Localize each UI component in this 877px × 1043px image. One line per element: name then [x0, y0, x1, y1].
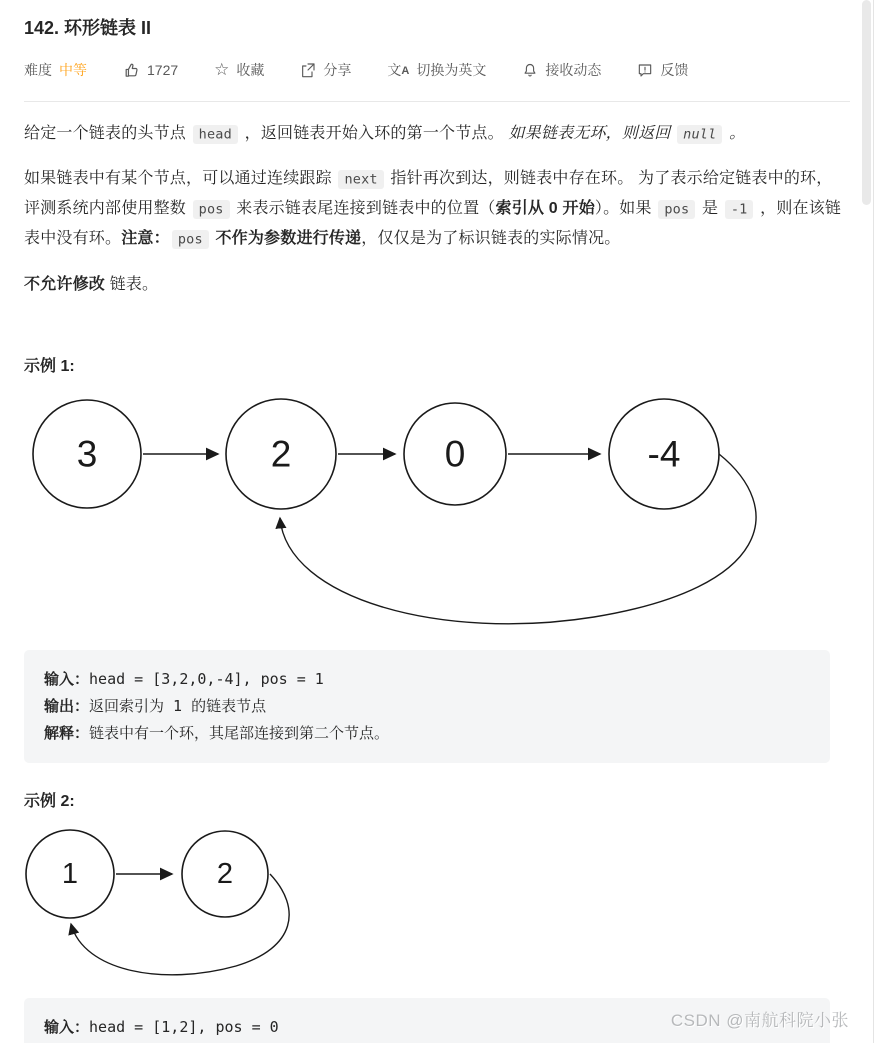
io-output-row [44, 693, 810, 720]
problem-description [24, 119, 850, 300]
header-divider [24, 101, 850, 102]
io-input-row [44, 666, 810, 693]
node-value: -4 [647, 433, 681, 475]
like-button[interactable] [123, 62, 178, 79]
difficulty-label: 难度 [24, 62, 52, 78]
feedback-button[interactable] [637, 60, 688, 80]
difficulty-badge: 中等 [59, 62, 87, 78]
notify-label: 接收动态 [545, 62, 602, 78]
csdn-watermark: CSDN @南航科院小张 [670, 1011, 849, 1030]
feedback-label: 反馈 [660, 62, 689, 78]
translate-button[interactable] [387, 60, 486, 80]
feedback-icon [637, 62, 653, 78]
cycle-arrow [71, 874, 289, 975]
example-1-linked-list-diagram [24, 386, 814, 636]
difficulty [24, 60, 87, 80]
io-label: 解释： [44, 725, 90, 742]
io-value: head = [1,2], pos = 0 [89, 1018, 279, 1036]
translate-label: 切换为英文 [416, 62, 487, 78]
like-count: 1727 [147, 62, 179, 78]
share-icon [300, 62, 316, 78]
problem-toolbar [24, 60, 850, 80]
description-paragraph-2: 如果链表中有某个节点，可以通过连续跟踪 next 指针再次到达，则链表中存在环。 为了表示给定链表中的环，评测系统内部使用整数 pos 来表示链表尾连接到链表中的位置（索引从 0 开始）。如果 pos 是 -1 ，则在该链表中没有环。注意： pos 不作为参数进行传递，仅仅是为了标识链表的实际情况。 [24, 170, 842, 247]
notify-button[interactable] [522, 60, 601, 80]
example-2-linked-list-diagram [24, 820, 344, 988]
example-1-io-box [24, 650, 830, 763]
node-value: 2 [216, 858, 234, 890]
bell-icon [522, 62, 538, 79]
io-value: head = [3,2,0,-4], pos = 1 [89, 670, 324, 688]
io-label: 输出： [44, 698, 90, 715]
description-paragraph-3: 不允许修改 链表。 [24, 276, 159, 293]
io-value: 返回索引为 1 的链表节点 [89, 697, 267, 715]
translate-icon: 文A [387, 62, 410, 78]
favorite-button[interactable] [214, 60, 264, 80]
io-label: 输入： [44, 1019, 90, 1036]
node-value: 2 [270, 433, 292, 475]
example-2-heading: 示例 2: [24, 793, 75, 810]
cycle-arrow [280, 454, 756, 624]
thumbs-up-icon [123, 62, 140, 79]
example-1-heading: 示例 1: [24, 358, 75, 375]
node-value: 3 [76, 433, 98, 475]
window-edge-line [873, 0, 874, 1043]
node-value: 1 [61, 858, 79, 890]
io-explanation-row [44, 720, 810, 747]
description-paragraph-1: 给定一个链表的头节点 head ，返回链表开始入环的第一个节点。 如果链表无环，则返回 null 。 [24, 125, 746, 142]
favorite-label: 收藏 [236, 62, 265, 78]
io-value: 链表中有一个环，其尾部连接到第二个节点。 [89, 724, 390, 742]
vertical-scrollbar-thumb[interactable] [862, 0, 871, 205]
node-value: 0 [444, 433, 466, 475]
share-button[interactable] [300, 60, 351, 80]
star-icon: ☆ [214, 60, 230, 79]
share-label: 分享 [323, 62, 352, 78]
io-label: 输入： [44, 671, 90, 688]
problem-title: 142. 环形链表 II [24, 18, 152, 38]
